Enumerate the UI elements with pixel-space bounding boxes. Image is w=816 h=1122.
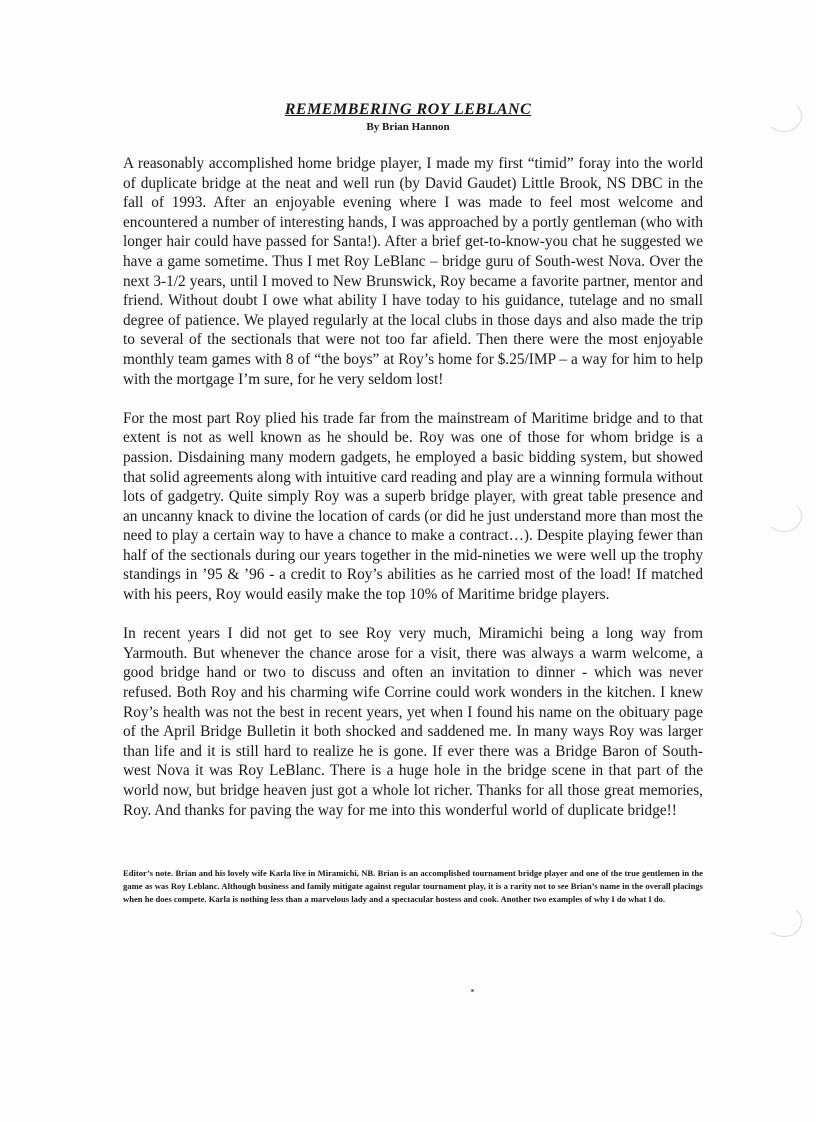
editor-note: Editor’s note. Brian and his lovely wife Karla live in Miramichi, NB. Brian is an accomplished tournament bridge player and one of the true gentlemen in the game as was Roy Leblanc. Although business and family mitigate against regular tournament play, it is a rarity not to see Brian’s name in the overall placings when he does compete. Karla is nothing less than a marvelous lady and a spectacular hostess and cook. Another two examples of why I do what I do. [123, 868, 703, 904]
article-body [123, 154, 703, 840]
article-title: REMEMBERING ROY LEBLANC [284, 101, 532, 118]
article-byline: By Brian Hannon [366, 121, 450, 133]
paragraph-2: For the most part Roy plied his trade far from the mainstream of Maritime bridge and to that extent is not as well known as he should be. Roy was one of those for whom bridge is a passion. Disdaining many modern gadgets, he employed a basic bidding system, but showed that solid agreements along with intuitive card reading and play are a winning formula without lots of gadgetry. Quite simply Roy was a superb bridge player, with great table presence and an uncanny knack to divine the location of cards (or did he just understand more than most the need to play a certain way to have a chance to make a contract…). Despite playing fewer than half of the sectionals during our years together in the mid-nineties we were well up the trophy standings in ’95 & ’96 - a credit to Roy’s abilities as he carried most of the load! If matched with his peers, Roy would easily make the top 10% of Maritime bridge players. [123, 409, 703, 604]
hole-punch-bottom [766, 905, 802, 937]
paragraph-1: A reasonably accomplished home bridge player, I made my first “timid” foray into the world of duplicate bridge at the neat and well run (by David Gaudet) Little Brook, NS DBC in the fall of 1993. After an enjoyable evening where I was made to feel most welcome and encountered a number of interesting hands, I was approached by a portly gentleman (who with longer hair could have passed for Santa!). After a brief get-to-know-you chat he suggested we have a game sometime. Thus I met Roy LeBlanc – bridge guru of South-west Nova. Over the next 3-1/2 years, until I moved to New Brunswick, Roy became a favorite partner, mentor and friend. Without doubt I owe what ability I have today to his guidance, tutelage and no small degree of patience. We played regularly at the local clubs in those days and also made the trip to several of the sectionals that were not too far afield. Then there were the most enjoyable monthly team games with 8 of “the boys” at Roy’s home for $.25/IMP – a way for him to help with the mortgage I’m sure, for he very seldom lost! [123, 155, 703, 388]
scan-speck [471, 989, 474, 992]
hole-punch-middle [766, 500, 802, 532]
paragraph-3: In recent years I did not get to see Roy very much, Miramichi being a long way from Yarmouth. But whenever the chance arose for a visit, there was always a warm welcome, a good bridge hand or two to discuss and often an invitation to dinner - which was never refused. Both Roy and his charming wife Corrine could work wonders in the kitchen. I knew Roy’s health was not the best in recent years, yet when I found his name on the obituary page of the April Bridge Bulletin it both shocked and saddened me. In many ways Roy was larger than life and it is still hard to realize he is gone. If ever there was a Bridge Baron of South-west Nova it was Roy LeBlanc. There is a huge hole in the bridge scene in that part of the world now, but bridge heaven just got a whole lot richer. Thanks for all those great memories, Roy. And thanks for paving the way for me into this wonderful world of duplicate bridge!! [123, 625, 703, 819]
